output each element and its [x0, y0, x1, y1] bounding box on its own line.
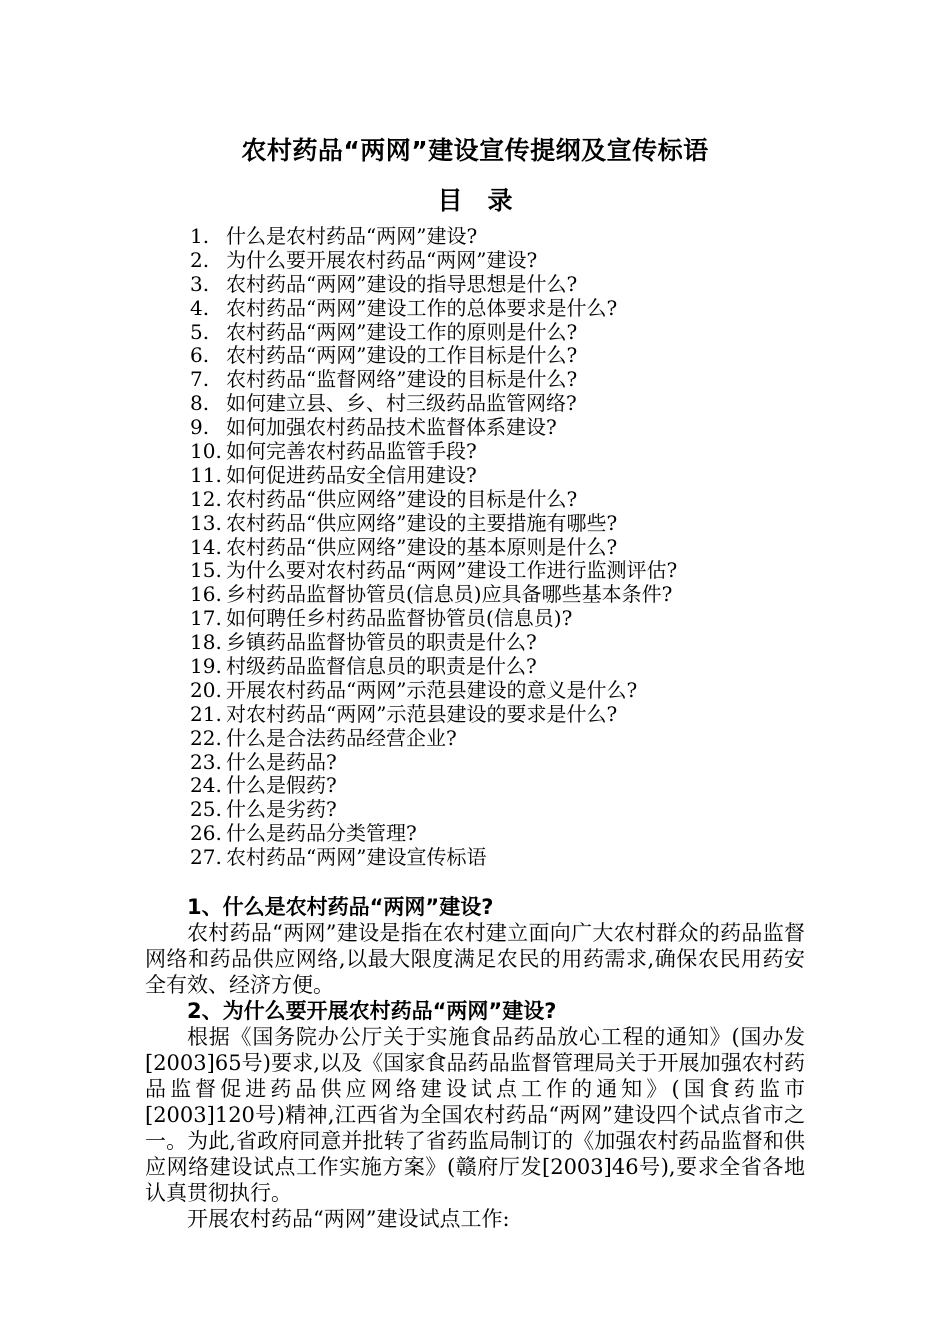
toc-item-number: 7. — [190, 367, 210, 392]
toc-item — [190, 703, 870, 727]
toc-item — [190, 751, 870, 775]
toc-item-text: 如何加强农村药品技术监督体系建设? — [226, 415, 557, 440]
toc-item-text: 农村药品“监督网络”建设的目标是什么? — [226, 367, 578, 392]
toc-item — [190, 488, 870, 512]
toc-item-number: 10. — [190, 439, 222, 464]
toc-item-number: 17. — [190, 606, 222, 631]
toc-item — [190, 440, 870, 464]
toc-item-text: 什么是劣药? — [226, 797, 337, 822]
toc-item-text: 如何完善农村药品监管手段? — [226, 439, 477, 464]
toc-item — [190, 631, 870, 655]
toc-item-number: 24. — [190, 773, 222, 798]
toc-item-number: 23. — [190, 749, 222, 774]
toc-item-number: 22. — [190, 725, 222, 750]
toc-item — [190, 846, 870, 870]
toc-item — [190, 607, 870, 631]
toc-item-text: 为什么要对农村药品“两网”建设工作进行监测评估? — [226, 558, 678, 583]
toc-item-text: 什么是假药? — [226, 773, 337, 798]
toc-item-number: 27. — [190, 845, 222, 870]
toc-item-number: 26. — [190, 821, 222, 846]
toc-item-number: 2. — [190, 247, 210, 272]
toc-item-number: 20. — [190, 677, 222, 702]
toc-item — [190, 416, 870, 440]
toc-item-number: 25. — [190, 797, 222, 822]
toc-item — [190, 344, 870, 368]
toc-item-number: 12. — [190, 486, 222, 511]
toc-item-text: 为什么要开展农村药品“两网”建设? — [226, 247, 538, 272]
toc-item-text: 农村药品“两网”建设的指导思想是什么? — [226, 271, 578, 296]
toc-item — [190, 583, 870, 607]
toc-item — [190, 798, 870, 822]
toc-item — [190, 512, 870, 536]
toc-item — [190, 249, 870, 273]
toc-item-text: 农村药品“供应网络”建设的主要措施有哪些? — [226, 510, 618, 535]
toc-item-number: 9. — [190, 415, 210, 440]
toc-item — [190, 273, 870, 297]
toc-item-number: 13. — [190, 510, 222, 535]
toc-item-number: 8. — [190, 391, 210, 416]
toc-item — [190, 464, 870, 488]
toc-item-number: 6. — [190, 343, 210, 368]
toc-item-text: 如何建立县、乡、村三级药品监管网络? — [226, 391, 577, 416]
toc-item-text: 如何聘任乡村药品监督协管员(信息员)? — [226, 606, 573, 631]
document-title: 农村药品“两网”建设宣传提纲及宣传标语 — [241, 136, 709, 165]
toc-item-number: 4. — [190, 295, 210, 320]
toc-item — [190, 655, 870, 679]
toc-item-text: 乡镇药品监督协管员的职责是什么? — [226, 630, 537, 655]
toc-item — [190, 225, 870, 249]
toc-item — [190, 727, 870, 751]
toc-item-text: 什么是药品分类管理? — [226, 821, 417, 846]
toc-item — [190, 822, 870, 846]
toc-item — [190, 392, 870, 416]
toc-item — [190, 679, 870, 703]
toc-item-text: 农村药品“两网”建设的工作目标是什么? — [226, 343, 578, 368]
toc-item — [190, 559, 870, 583]
toc-item — [190, 536, 870, 560]
toc-item-text: 对农村药品“两网”示范县建设的要求是什么? — [226, 701, 618, 726]
toc-item-number: 15. — [190, 558, 222, 583]
toc-item-text: 农村药品“两网”建设工作的总体要求是什么? — [226, 295, 618, 320]
toc-item-text: 什么是农村药品“两网”建设? — [226, 224, 478, 248]
toc-item-number: 19. — [190, 654, 222, 679]
toc-item-number: 1. — [190, 224, 210, 248]
toc-item-number: 11. — [190, 462, 222, 487]
section-2 — [145, 998, 805, 1232]
toc-item-number: 5. — [190, 319, 210, 344]
document-body — [145, 894, 805, 1232]
toc-heading: 目 录 — [437, 186, 513, 215]
toc-item-text: 什么是药品? — [226, 749, 337, 774]
section-1 — [145, 894, 805, 998]
toc-item-text: 乡村药品监督协管员(信息员)应具备哪些基本条件? — [226, 582, 673, 607]
toc-item-number: 21. — [190, 701, 222, 726]
paragraph: 开展农村药品“两网”建设试点工作: — [187, 1207, 510, 1231]
paragraph: 根据《国务院办公厅关于实施食品药品放心工程的通知》(国办发[2003]65号)要求,以及《国家食品药品监督管理局关于开展加强农村药品监督促进药品供应网络建设试点工作的通知》(国食药监市[2003]120号)精神,江西省为全国农村药品“两网”建设四个试点省市之一。为此,省政府同意并批转了省药监局制订的《加强农村药品监督和供应网络建设试点工作实施方案》(赣府厅发[2003]46号),要求全省各地认真贯彻执行。 — [145, 1025, 805, 1205]
toc-item-text: 农村药品“供应网络”建设的基本原则是什么? — [226, 534, 618, 559]
toc-item — [190, 321, 870, 345]
toc-item-number: 18. — [190, 630, 222, 655]
toc-item-text: 什么是合法药品经营企业? — [226, 725, 457, 750]
toc-item — [190, 774, 870, 798]
toc-item-text: 农村药品“两网”建设工作的原则是什么? — [226, 319, 578, 344]
toc-item-number: 3. — [190, 271, 210, 296]
table-of-contents — [190, 225, 870, 870]
section-heading: 1、什么是农村药品“两网”建设? — [187, 895, 494, 919]
toc-item-text: 村级药品监督信息员的职责是什么? — [226, 654, 537, 679]
toc-item-text: 农村药品“两网”建设宣传标语 — [226, 845, 487, 870]
toc-item-text: 如何促进药品安全信用建设? — [226, 462, 477, 487]
toc-item-text: 开展农村药品“两网”示范县建设的意义是什么? — [226, 677, 638, 702]
toc-item-number: 16. — [190, 582, 222, 607]
toc-item — [190, 368, 870, 392]
toc-item-text: 农村药品“供应网络”建设的目标是什么? — [226, 486, 578, 511]
toc-item — [190, 297, 870, 321]
paragraph: 农村药品“两网”建设是指在农村建立面向广大农村群众的药品监督网络和药品供应网络,以最大限度满足农民的用药需求,确保农民用药安全有效、经济方便。 — [145, 921, 805, 997]
toc-item-number: 14. — [190, 534, 222, 559]
section-heading: 2、为什么要开展农村药品“两网”建设? — [187, 999, 557, 1023]
